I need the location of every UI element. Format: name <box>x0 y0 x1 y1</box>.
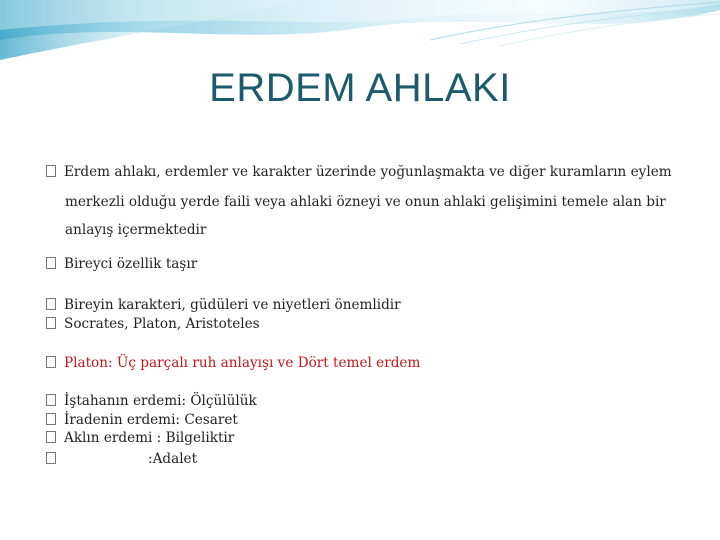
bullet-box-icon <box>46 431 56 443</box>
bullet-box-icon <box>46 165 56 177</box>
bullet-reason <box>46 429 234 448</box>
bullet-platon-text: Platon: Üç parçalı ruh anlayışı ve Dört temel erdem <box>64 355 421 371</box>
bullet-box-icon <box>46 298 56 310</box>
bullet-box-icon <box>46 317 56 329</box>
bullet-philosophers-text: Socrates, Platon, Aristoteles <box>64 316 260 332</box>
bullet-platon <box>46 354 420 373</box>
slide-title: ERDEM AHLAKI <box>209 66 511 110</box>
bullet-will <box>46 411 238 430</box>
bullet-philosophers <box>46 315 260 334</box>
bullet-will-text: İradenin erdemi: Cesaret <box>64 412 238 428</box>
bullet-justice-text: :Adalet <box>148 451 198 467</box>
bullet-box-icon <box>46 257 56 269</box>
bullet-box-icon <box>46 394 56 406</box>
bullet-box-icon <box>46 413 56 425</box>
bullet-individual <box>46 248 197 280</box>
bullet-intro-line1: Erdem ahlakı, erdemler ve karakter üzerinde yoğunlaşmakta ve diğer kuramların eylem <box>64 164 672 180</box>
bullet-intro <box>46 156 672 188</box>
bullet-intro-line2: merkezli olduğu yerde faili veya ahlaki özneyi ve onun ahlaki gelişimini temele alan bir <box>65 194 666 210</box>
bullet-intro-line3: anlayış içermektedir <box>65 222 207 238</box>
bullet-individual-text: Bireyci özellik taşır <box>64 256 198 272</box>
bullet-appetite-text: İştahanın erdemi: Ölçülülük <box>64 393 257 409</box>
bullet-box-icon <box>46 356 56 368</box>
bullet-justice <box>46 450 197 469</box>
bullet-box-icon <box>46 452 56 464</box>
bullet-reason-text: Aklın erdemi : Bilgeliktir <box>64 430 235 446</box>
bullet-appetite <box>46 392 257 411</box>
bullet-character-text: Bireyin karakteri, güdüleri ve niyetleri önemlidir <box>64 297 401 313</box>
bullet-character <box>46 296 401 315</box>
